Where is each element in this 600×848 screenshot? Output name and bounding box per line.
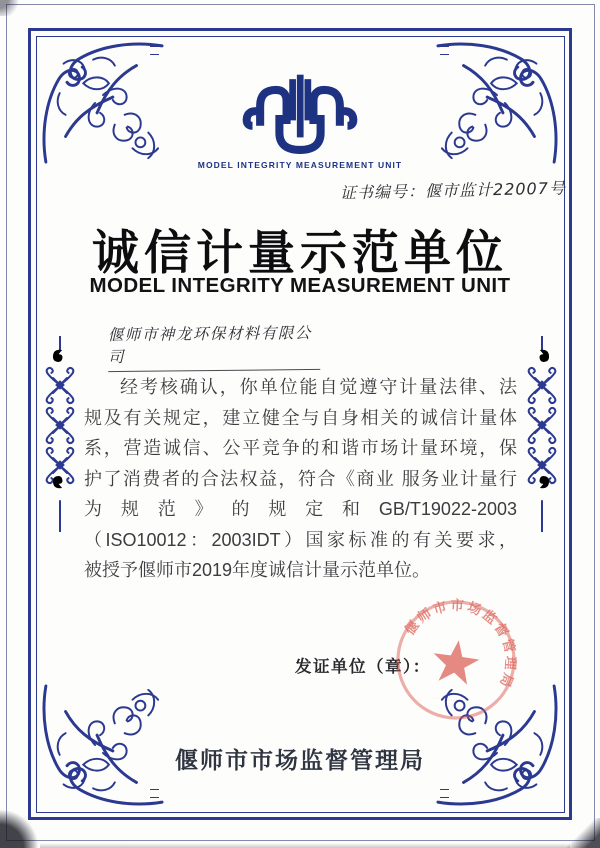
seal-arc-text: 偃师市市场监督管理局: [401, 597, 519, 692]
photo-shadow-bottom-right: [566, 818, 600, 848]
photo-shadow-top-left: [0, 0, 22, 16]
side-ornament-right-icon: [520, 336, 564, 532]
issuing-authority-name: 偃师市市场监督管理局: [175, 747, 425, 773]
svg-text:···········: ···········: [428, 694, 464, 706]
edge-mark-icon: [440, 46, 449, 55]
body-line: （ISO10012：2003IDT）国家标准的有关要求，: [84, 529, 517, 550]
certificate-body: [84, 372, 517, 586]
certificate-title-cn: 诚信计量示范单位: [92, 228, 508, 280]
official-seal: [386, 590, 526, 730]
body-line: 为规范》的规定和GB/T19022-2003: [84, 499, 517, 519]
edge-mark-icon: [150, 789, 159, 798]
photo-shadow-bottom: [40, 843, 570, 848]
issuer-label: 发证单位（章）：: [295, 658, 431, 676]
edge-mark-icon: [150, 46, 159, 55]
edge-mark-icon: [440, 789, 449, 798]
body-line: 规及有关规定，建立健全与自身相关的诚信计量体: [84, 407, 517, 428]
body-line: 护了消费者的合法权益，符合《商业 服务业计量行: [84, 468, 517, 489]
recipient-company-name: 偃师市神龙环保材料有限公司: [108, 321, 321, 372]
certificate-title-en: MODEL INTEGRITY MEASUREMENT UNIT: [89, 274, 511, 297]
certificate-number: 证书编号：偃市监计22007号: [339, 178, 567, 203]
body-line: 被授予偃师市2019年度诚信计量示范单位。: [84, 560, 431, 580]
side-ornament-left-icon: [38, 336, 82, 532]
mim-monogram-icon: [231, 72, 369, 158]
logo-caption: MODEL INTEGRITY MEASUREMENT UNIT: [197, 160, 403, 170]
body-line: 经考核确认，你单位能自觉遵守计量法律、法: [120, 377, 517, 397]
body-line: 系，营造诚信、公平竞争的和谐市场计量环境，保: [84, 438, 517, 458]
seal-star-icon: [430, 637, 482, 686]
organization-logo: [0, 72, 600, 170]
